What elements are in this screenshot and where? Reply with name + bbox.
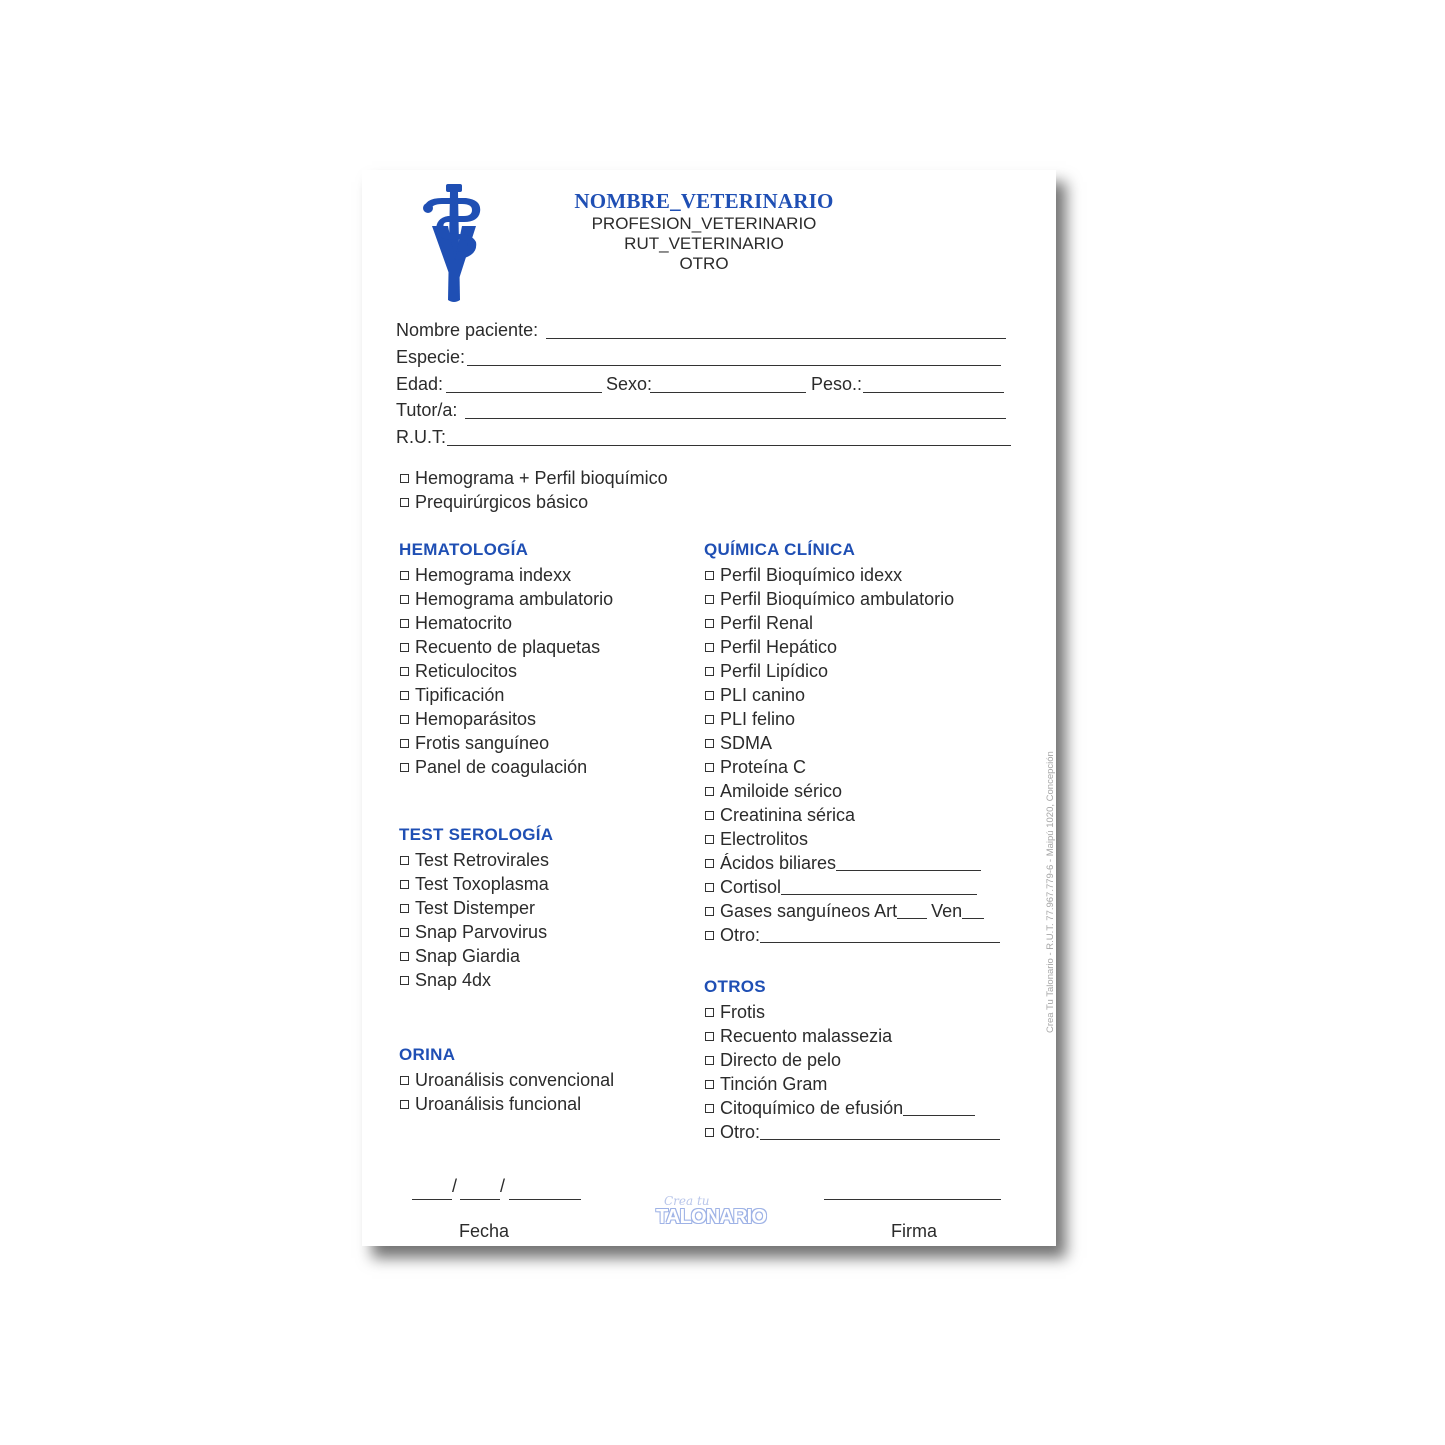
checkbox[interactable] (705, 739, 714, 748)
checkbox-item[interactable]: Snap 4dx (400, 968, 491, 992)
checkbox-item[interactable]: Perfil Renal (705, 611, 813, 635)
checkbox[interactable] (400, 667, 409, 676)
checkbox-item[interactable]: Uroanálisis funcional (400, 1092, 581, 1116)
checkbox[interactable] (400, 571, 409, 580)
checkbox-item[interactable]: Electrolitos (705, 827, 808, 851)
checkbox-item[interactable]: Otro: (705, 1120, 1000, 1144)
checkbox[interactable] (400, 474, 409, 483)
checkbox-item[interactable]: SDMA (705, 731, 772, 755)
checkbox[interactable] (400, 928, 409, 937)
checkbox[interactable] (400, 498, 409, 507)
vet-header (512, 188, 896, 274)
checkbox-item[interactable]: Perfil Bioquímico ambulatorio (705, 587, 954, 611)
sex-field[interactable] (650, 392, 806, 393)
species-field[interactable] (467, 365, 1001, 366)
checkbox-item[interactable]: Directo de pelo (705, 1048, 841, 1072)
checkbox[interactable] (705, 571, 714, 580)
checkbox-item[interactable]: Uroanálisis convencional (400, 1068, 614, 1092)
checkbox-item[interactable]: PLI canino (705, 683, 805, 707)
checkbox-item[interactable]: Tinción Gram (705, 1072, 827, 1096)
fill-line[interactable] (962, 905, 984, 919)
brand-main: TALONARIO (656, 1206, 767, 1228)
checkbox-item[interactable]: Hemograma indexx (400, 563, 571, 587)
checkbox[interactable] (400, 739, 409, 748)
checkbox[interactable] (400, 643, 409, 652)
checkbox-item[interactable]: Perfil Bioquímico idexx (705, 563, 902, 587)
checkbox-item[interactable]: Reticulocitos (400, 659, 517, 683)
fill-line[interactable] (836, 857, 981, 871)
date-month-field[interactable] (460, 1199, 500, 1200)
section-title-quimica: QUÍMICA CLÍNICA (704, 540, 856, 559)
section-title-hematologia: HEMATOLOGÍA (399, 540, 529, 559)
checkbox-item[interactable]: Snap Parvovirus (400, 920, 547, 944)
signature-label: Firma (891, 1221, 937, 1241)
ven-label: Ven (931, 901, 963, 921)
checkbox[interactable] (400, 763, 409, 772)
checkbox[interactable] (400, 619, 409, 628)
section-title-serologia: TEST SEROLOGÍA (399, 825, 554, 844)
age-label: Edad: (396, 374, 444, 394)
checkbox-item[interactable]: Cortisol (705, 875, 977, 899)
checkbox-item[interactable]: Frotis sanguíneo (400, 731, 549, 755)
checkbox-item[interactable]: Ácidos biliares (705, 851, 981, 875)
vet-other: OTRO (679, 254, 729, 273)
tutor-field[interactable] (465, 418, 1006, 419)
checkbox-item[interactable]: Snap Giardia (400, 944, 520, 968)
checkbox[interactable] (705, 667, 714, 676)
date-year-field[interactable] (509, 1199, 581, 1200)
brand-script: Crea tu (664, 1194, 710, 1208)
checkbox[interactable] (400, 904, 409, 913)
vet-name: NOMBRE_VETERINARIO (574, 189, 834, 213)
checkbox[interactable] (705, 619, 714, 628)
checkbox[interactable] (705, 1104, 714, 1113)
section-title-otros: OTROS (704, 977, 766, 996)
date-day-field[interactable] (412, 1199, 452, 1200)
prescription-sheet (362, 170, 1056, 1246)
checkbox[interactable] (400, 976, 409, 985)
checkbox-item[interactable]: Panel de coagulación (400, 755, 587, 779)
brand-logo (656, 1194, 767, 1234)
checkbox-item[interactable]: PLI felino (705, 707, 795, 731)
checkbox-item[interactable]: Frotis (705, 1000, 765, 1024)
checkbox[interactable] (400, 691, 409, 700)
date-separator: / (500, 1176, 506, 1196)
signature-field[interactable] (824, 1199, 1001, 1200)
checkbox[interactable] (705, 643, 714, 652)
rut-field[interactable] (447, 445, 1011, 446)
date-label: Fecha (458, 1221, 510, 1241)
rut-label: R.U.T: (396, 427, 447, 447)
checkbox-item[interactable]: Hemograma + Perfil bioquímico (400, 466, 668, 490)
checkbox-item[interactable]: Prequirúrgicos básico (400, 490, 588, 514)
checkbox[interactable] (400, 595, 409, 604)
checkbox-item[interactable]: Hematocrito (400, 611, 512, 635)
checkbox-item[interactable]: Creatinina sérica (705, 803, 855, 827)
checkbox-item[interactable]: Hemograma ambulatorio (400, 587, 613, 611)
checkbox[interactable] (705, 1008, 714, 1017)
checkbox[interactable] (705, 763, 714, 772)
vet-profession: PROFESION_VETERINARIO (591, 214, 817, 233)
checkbox[interactable] (400, 952, 409, 961)
checkbox[interactable] (705, 883, 714, 892)
date-separator: / (452, 1176, 458, 1196)
species-label: Especie: (396, 347, 466, 367)
weight-label: Peso.: (811, 374, 863, 394)
side-note: Crea Tu Talonario - R.U.T. 77.967.779-6 - Maipú 1020, Concepción (1045, 751, 1056, 1033)
checkbox[interactable] (705, 811, 714, 820)
checkbox-item[interactable]: Citoquímico de efusión (705, 1096, 975, 1120)
patient-name-label: Nombre paciente: (396, 320, 539, 340)
fill-line[interactable] (760, 929, 1000, 943)
veterinary-caduceus-v-icon (418, 182, 490, 304)
checkbox[interactable] (705, 1080, 714, 1089)
checkbox[interactable] (705, 835, 714, 844)
fill-line[interactable] (760, 1126, 1000, 1140)
checkbox[interactable] (705, 1032, 714, 1041)
checkbox-item[interactable]: Perfil Hepático (705, 635, 837, 659)
tutor-label: Tutor/a: (396, 400, 458, 420)
checkbox[interactable] (400, 1076, 409, 1085)
checkbox-item[interactable]: Recuento de plaquetas (400, 635, 600, 659)
patient-name-field[interactable] (546, 338, 1006, 339)
checkbox[interactable] (705, 787, 714, 796)
checkbox[interactable] (705, 691, 714, 700)
checkbox[interactable] (705, 859, 714, 868)
fill-line[interactable] (781, 881, 977, 895)
checkbox[interactable] (400, 856, 409, 865)
checkbox-item[interactable]: Test Distemper (400, 896, 535, 920)
fill-line[interactable] (897, 905, 927, 919)
checkbox[interactable] (705, 907, 714, 916)
checkbox[interactable] (705, 715, 714, 724)
checkbox-item[interactable]: Otro: (705, 923, 1000, 947)
checkbox-item[interactable]: Amiloide sérico (705, 779, 842, 803)
age-field[interactable] (446, 392, 602, 393)
weight-field[interactable] (863, 392, 1004, 393)
vet-rut: RUT_VETERINARIO (624, 234, 784, 253)
checkbox-item[interactable]: Tipificación (400, 683, 504, 707)
sex-label: Sexo: (606, 374, 653, 394)
checkbox[interactable] (705, 595, 714, 604)
checkbox-item[interactable]: Hemoparásitos (400, 707, 536, 731)
section-title-orina: ORINA (399, 1045, 456, 1064)
checkbox[interactable] (705, 1128, 714, 1137)
checkbox-item[interactable]: Gases sanguíneos Art Ven (705, 899, 984, 923)
fill-line[interactable] (903, 1102, 975, 1116)
checkbox[interactable] (705, 931, 714, 940)
checkbox[interactable] (705, 1056, 714, 1065)
checkbox-item[interactable]: Recuento malassezia (705, 1024, 892, 1048)
checkbox-item[interactable]: Test Toxoplasma (400, 872, 549, 896)
checkbox[interactable] (400, 880, 409, 889)
checkbox[interactable] (400, 1100, 409, 1109)
checkbox-item[interactable]: Perfil Lipídico (705, 659, 828, 683)
checkbox-item[interactable]: Test Retrovirales (400, 848, 549, 872)
checkbox[interactable] (400, 715, 409, 724)
checkbox-item[interactable]: Proteína C (705, 755, 806, 779)
